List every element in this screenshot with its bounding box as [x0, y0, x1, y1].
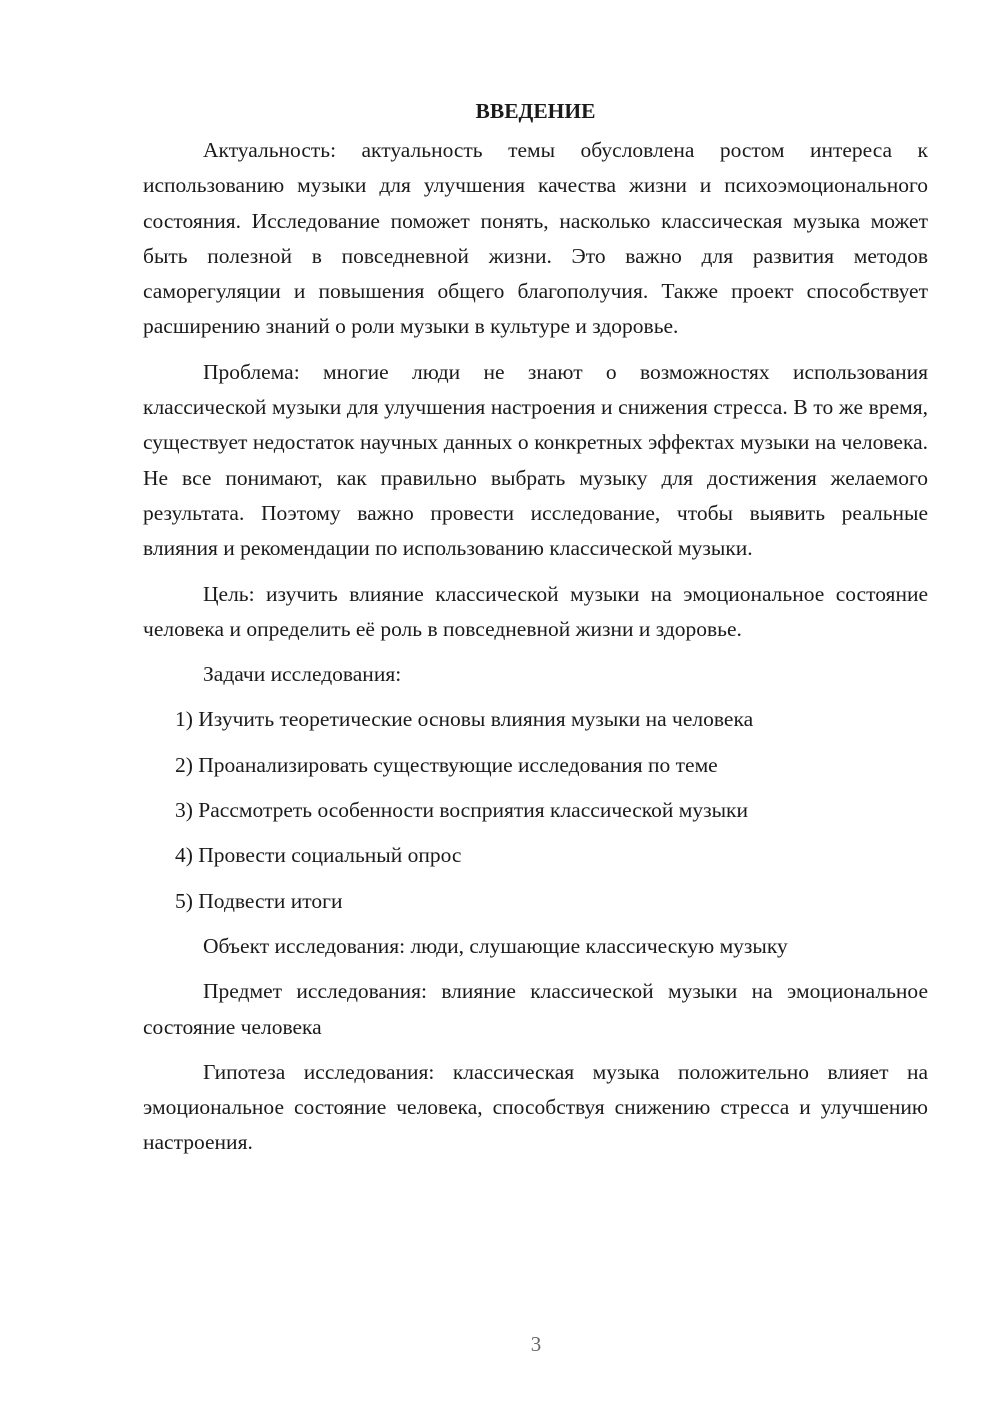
subject-paragraph: Предмет исследования: влияние классической музыки на эмоциональное состояние человека	[143, 979, 928, 1039]
problem-paragraph: Проблема: многие люди не знают о возможностях использования классической музыки для улучшения настроения и снижения стресса. В то же время, существует недостаток научных данных о конкретных эффектах музыки на человека. Не все понимают, как правильно выбрать музыку для достижения желаемого результата. Поэтому важно провести исследование, чтобы выявить реальные влияния и рекомендации по использованию классической музыки.	[143, 359, 928, 561]
tasks-title: Задачи исследования:	[203, 662, 402, 687]
list-item: 4) Провести социальный опрос	[175, 843, 462, 868]
list-item: 5) Подвести итоги	[175, 888, 343, 913]
list-item: 1) Изучить теоретические основы влияния музыки на человека	[175, 707, 754, 732]
object-paragraph: Объект исследования: люди, слушающие классическую музыку	[203, 933, 788, 958]
list-item: 3) Рассмотреть особенности восприятия классической музыки	[175, 798, 748, 823]
page-content	[143, 94, 928, 1171]
relevance-paragraph: Актуальность: актуальность темы обусловлена ростом интереса к использованию музыки для улучшения качества жизни и психоэмоционального состояния. Исследование поможет понять, насколько классическая музыка может быть полезной в повседневной жизни. Это важно для развития методов саморегуляции и повышения общего благополучия. Также проект способствует расширению знаний о роли музыки в культуре и здоровье.	[143, 138, 928, 339]
hypothesis-paragraph: Гипотеза исследования: классическая музыка положительно влияет на эмоциональное состояние человека, способствуя снижению стресса и улучшению настроения.	[143, 1059, 928, 1155]
section-heading: ВВЕДЕНИЕ	[475, 99, 596, 123]
page-number: 3	[530, 1332, 542, 1356]
goal-paragraph: Цель: изучить влияние классической музыки на эмоциональное состояние человека и определить её роль в повседневной жизни и здоровье.	[143, 581, 928, 641]
list-item: 2) Проанализировать существующие исследования по теме	[175, 752, 718, 777]
tasks-list	[143, 702, 928, 918]
